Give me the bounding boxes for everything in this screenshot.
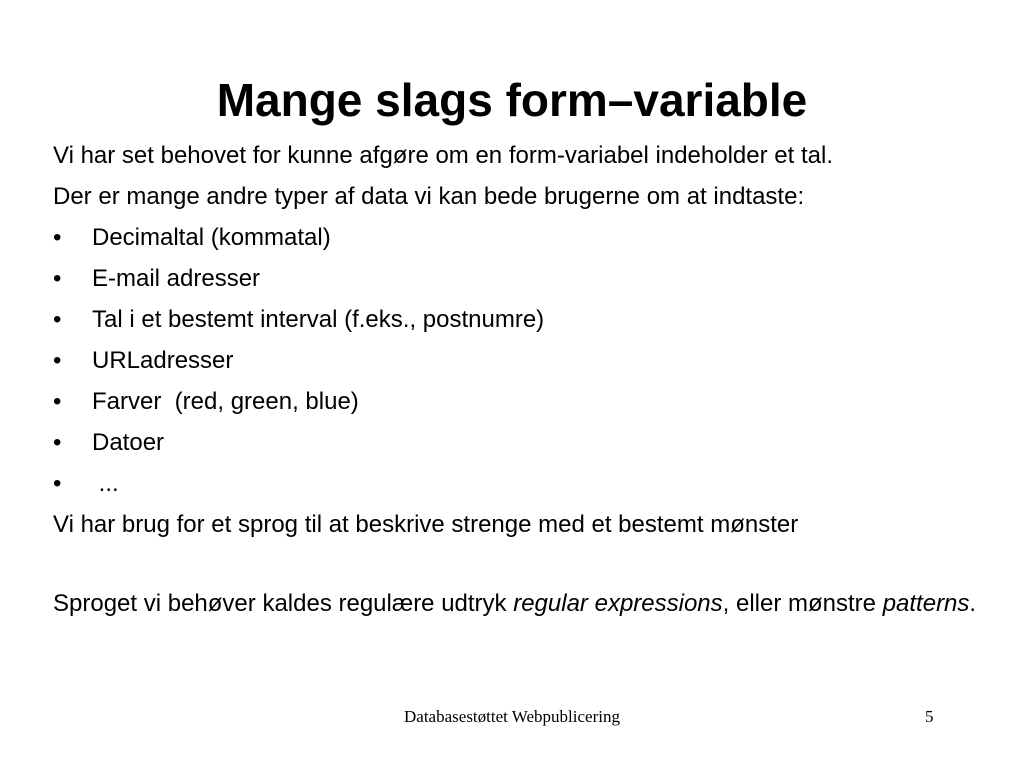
bullet-text: Decimaltal (kommatal) xyxy=(92,224,331,251)
regex-term-english: regular expressions xyxy=(513,590,723,617)
bullet-marker: • xyxy=(53,265,62,292)
bullet-text: URLadresser xyxy=(92,347,234,374)
bullet-marker: • xyxy=(53,347,62,374)
bullet-marker: • xyxy=(53,224,62,251)
intro-line-1: Vi har set behovet for kunne afgøre om en form-variabel indeholder et tal. xyxy=(53,142,833,169)
bullet-item xyxy=(53,258,993,299)
patterns-term: patterns xyxy=(882,590,970,617)
bullet-text: Tal i et bestemt interval (f.eks., postnumre) xyxy=(92,306,545,333)
bullet-item xyxy=(53,381,993,422)
footer-course-title: Databasestøttet Webpublicering xyxy=(404,707,620,726)
regex-text-before: Sproget vi behøver kaldes regulære udtryk xyxy=(53,590,514,617)
regex-statement xyxy=(53,586,993,622)
bullet-item xyxy=(53,217,993,258)
bullet-text: Datoer xyxy=(92,429,165,456)
bullet-marker: • xyxy=(53,470,62,497)
slide-body xyxy=(53,135,993,622)
footer-page-number: 5 xyxy=(925,707,934,726)
bullet-marker: • xyxy=(53,306,62,333)
bullet-item xyxy=(53,340,993,381)
bullet-item xyxy=(53,463,993,504)
bullet-text: ... xyxy=(92,470,119,497)
spacer xyxy=(53,545,993,586)
slide-title: Mange slags form–variable xyxy=(216,74,808,126)
bullet-text: Farver (red, green, blue) xyxy=(92,388,359,415)
intro-line-2: Der er mange andre typer af data vi kan bede brugerne om at indtaste: xyxy=(53,183,805,210)
bullet-item xyxy=(53,299,993,340)
bullet-item xyxy=(53,422,993,463)
bullet-list xyxy=(53,217,993,504)
bullet-text: E-mail adresser xyxy=(92,265,261,292)
bullet-marker: • xyxy=(53,429,62,456)
bullet-marker: • xyxy=(53,388,62,415)
need-statement: Vi har brug for et sprog til at beskrive strenge med et bestemt mønster xyxy=(53,511,799,538)
regex-text-middle: , eller mønstre xyxy=(722,590,883,617)
regex-text-after: . xyxy=(969,590,977,617)
